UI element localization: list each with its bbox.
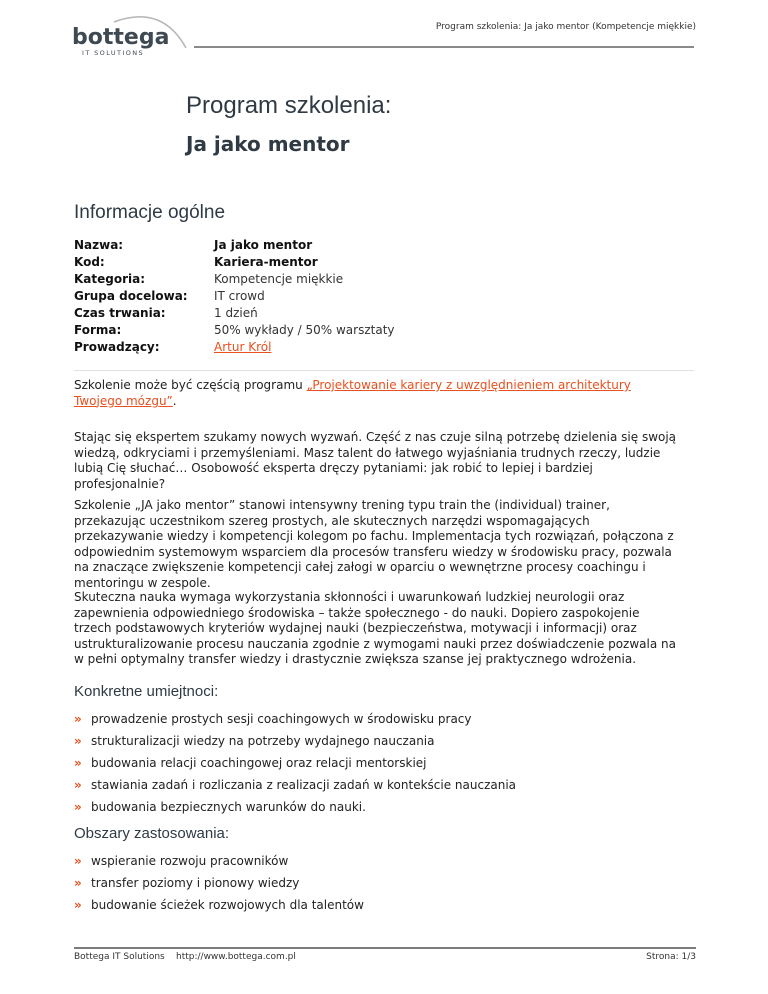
bullet-icon: » bbox=[74, 854, 82, 868]
info-label: Prowadzący: bbox=[74, 340, 160, 354]
general-info-table bbox=[74, 238, 395, 357]
list-item-text: strukturalizacji wiedzy na potrzeby wydajnego nauczania bbox=[91, 734, 435, 748]
header-divider bbox=[194, 46, 694, 48]
list-item bbox=[74, 897, 364, 919]
list-item bbox=[74, 755, 516, 777]
program-note-suffix: . bbox=[172, 393, 177, 408]
info-value: Kariera-mentor bbox=[214, 255, 318, 269]
program-note bbox=[74, 378, 679, 409]
bullet-icon: » bbox=[74, 712, 82, 726]
list-item-text: prowadzenie prostych sesji coachingowych w środowisku pracy bbox=[91, 712, 472, 726]
info-label: Kategoria: bbox=[74, 272, 146, 286]
info-label: Czas trwania: bbox=[74, 306, 166, 320]
list-item-text: wspieranie rozwoju pracowników bbox=[91, 854, 289, 868]
info-row-audience bbox=[74, 289, 395, 306]
list-item-text: transfer poziomy i pionowy wiedzy bbox=[91, 876, 300, 890]
logo-text: bottega bbox=[72, 25, 170, 50]
program-link[interactable]: „Projektowanie kariery z uwzględnieniem architektury Twojego mózgu” bbox=[74, 378, 631, 408]
footer-url: http://www.bottega.com.pl bbox=[176, 952, 296, 962]
footer-company: Bottega IT Solutions bbox=[74, 952, 165, 962]
list-item bbox=[74, 733, 516, 755]
info-row-form bbox=[74, 323, 395, 340]
areas-list bbox=[74, 853, 364, 919]
skills-list bbox=[74, 711, 516, 821]
list-item bbox=[74, 875, 364, 897]
intro-paragraph: Stając się ekspertem szukamy nowych wyzwań. Część z nas czuje silną potrzebę dzielenia się swoją wiedzą, odkryciami i przemyśleniami. Masz talent do łatwego wyjaśniania trudnych rzeczy, ludzie lubią Cię słuchać… Osobowość eksperta dręczy pytaniami: jak robić to lepiej i bardziej profesjonalnie? bbox=[74, 430, 677, 491]
bullet-icon: » bbox=[74, 778, 82, 792]
info-value: 50% wykłady / 50% warsztaty bbox=[214, 323, 395, 337]
info-row-category bbox=[74, 272, 395, 289]
bottega-logo bbox=[70, 10, 190, 62]
bullet-icon: » bbox=[74, 876, 82, 890]
list-item-text: budowanie ścieżek rozwojowych dla talentów bbox=[91, 898, 364, 912]
bullet-icon: » bbox=[74, 756, 82, 770]
info-label: Kod: bbox=[74, 255, 105, 269]
footer-divider bbox=[74, 947, 696, 949]
areas-heading: Obszary zastosowania: bbox=[74, 825, 230, 842]
list-item-text: budowania relacji coachingowej oraz relacji mentorskiej bbox=[91, 756, 427, 770]
section-divider bbox=[74, 370, 694, 371]
bullet-icon: » bbox=[74, 800, 82, 814]
page-number: Strona: 1/3 bbox=[646, 952, 696, 962]
list-item bbox=[74, 777, 516, 799]
info-label: Grupa docelowa: bbox=[74, 289, 188, 303]
bullet-icon: » bbox=[74, 898, 82, 912]
info-row-duration bbox=[74, 306, 395, 323]
list-item bbox=[74, 799, 516, 821]
list-item bbox=[74, 711, 516, 733]
running-title: Program szkolenia: Ja jako mentor (Kompetencje miękkie) bbox=[435, 22, 696, 32]
info-value: 1 dzień bbox=[214, 306, 258, 320]
info-row-name bbox=[74, 238, 395, 255]
info-value: Ja jako mentor bbox=[214, 238, 313, 252]
course-title: Ja jako mentor bbox=[186, 132, 350, 156]
info-value-cell bbox=[214, 340, 395, 357]
general-info-heading: Informacje ogólne bbox=[74, 202, 226, 223]
info-value: Kompetencje miękkie bbox=[214, 272, 344, 286]
list-item-text: stawiania zadań i rozliczania z realizacji zadań w kontekście nauczania bbox=[91, 778, 517, 792]
trainer-link[interactable]: Artur Król bbox=[214, 340, 272, 354]
info-label: Forma: bbox=[74, 323, 122, 337]
page-title: Program szkolenia: bbox=[186, 92, 392, 119]
list-item bbox=[74, 853, 364, 875]
learning-paragraph: Skuteczna nauka wymaga wykorzystania skłonności i uwarunkowań ludzkiej neurologii oraz zapewnienia odpowiedniego środowiska – także społecznego - do nauki. Dopiero zaspokojenie trzech podstawowych kryteriów wydajnej nauki (bezpieczeństwa, motywacji i informacji) oraz ustrukturalizowanie procesu nauczania zgodnie z wymogami nauki przez doświadczenie pozwala na w pełni optymalny transfer wiedzy i drastycznie zwiększa szanse jej praktycznego wdrożenia. bbox=[74, 590, 676, 666]
bullet-icon: » bbox=[74, 734, 82, 748]
info-value: IT crowd bbox=[214, 289, 265, 303]
logo-subtext: IT SOLUTIONS bbox=[82, 49, 145, 57]
info-label: Nazwa: bbox=[74, 238, 124, 252]
list-item-text: budowania bezpiecznych warunków do nauki. bbox=[91, 800, 366, 814]
skills-heading: Konkretne umiejtnoci: bbox=[74, 683, 219, 700]
info-row-trainer bbox=[74, 340, 395, 357]
info-row-code bbox=[74, 255, 395, 272]
description-paragraph: Szkolenie „JA jako mentor” stanowi intensywny trening typu train the (individual) trainer, przekazując uczestnikom szereg prostych, ale skutecznych narzędzi wspomagających przekazywanie wiedzy i kompetencji kolegom po fachu. Implementacja tych rozwiązań, połączona z odpowiednim systemowym wsparciem dla procesów transferu wiedzy w środowisku pracy, pozwala na znaczące zwiększenie kompetencji całej załogi w oparciu o wewnętrzne procesy coachingu i mentoringu w zespole. bbox=[74, 498, 674, 590]
program-note-prefix: Szkolenie może być częścią programu bbox=[74, 378, 307, 392]
